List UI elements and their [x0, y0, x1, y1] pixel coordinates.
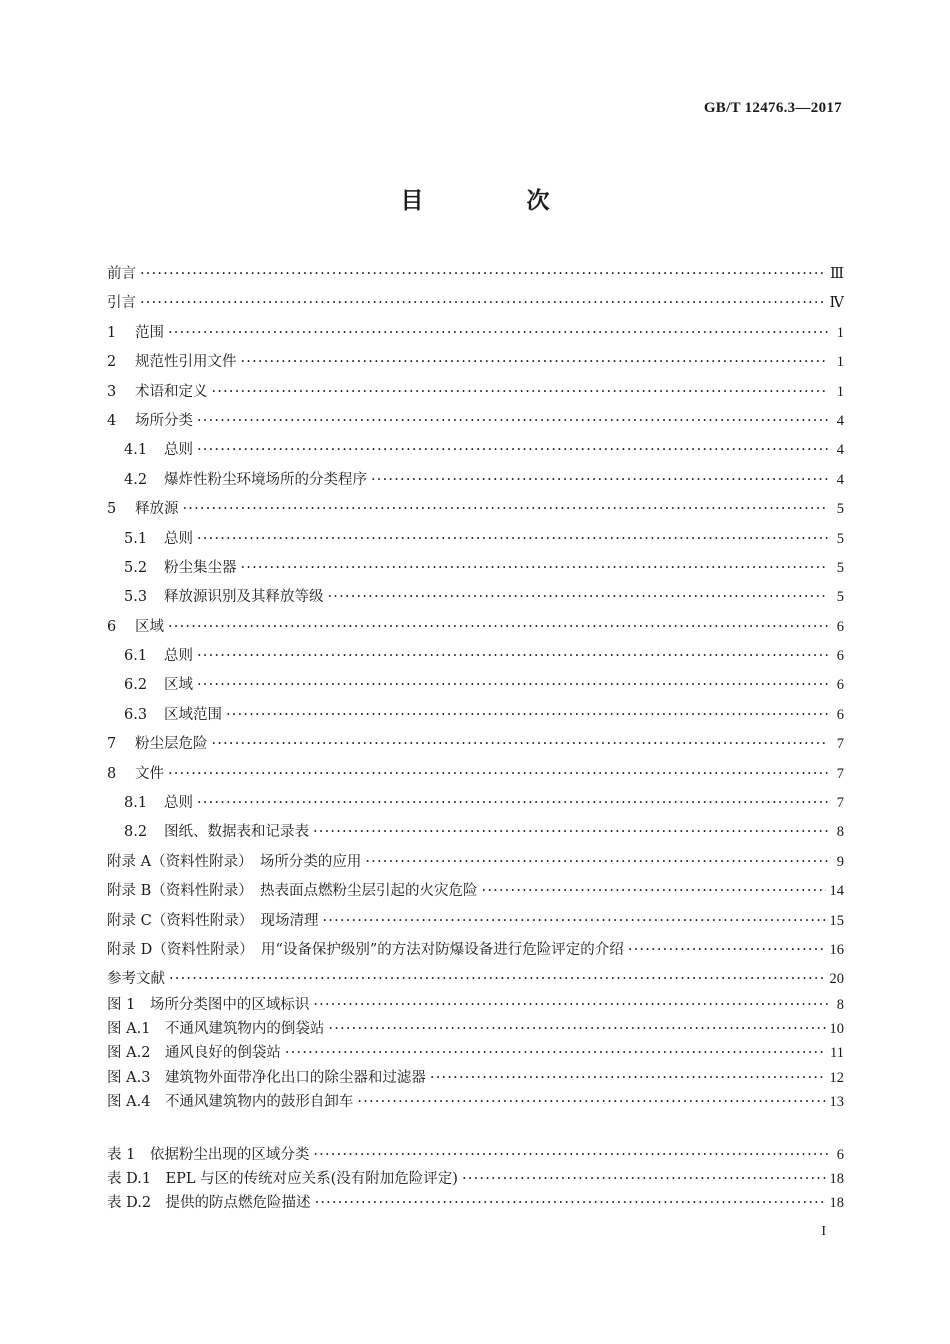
dot-leader [285, 1041, 826, 1065]
toc-entry[interactable] [107, 642, 844, 671]
toc-entry-page-number: 7 [836, 736, 844, 753]
dot-leader [313, 818, 828, 847]
toc-entry[interactable] [107, 877, 844, 906]
toc-entry-page-number: 6 [836, 1147, 844, 1163]
toc-entry-label: 表 D.2 提供的防点燃危险描述 [107, 1195, 311, 1212]
dot-leader [328, 1017, 825, 1041]
toc-entry-label: 区域范围 [164, 706, 222, 723]
toc-entry-label: 图 1 场所分类图中的区域标识 [107, 997, 310, 1013]
toc-entry-page-number: 9 [836, 853, 844, 870]
dot-leader [212, 730, 829, 759]
toc-entry[interactable] [107, 1167, 844, 1191]
toc-entry-label: 总则 [164, 530, 193, 547]
dot-leader [212, 378, 829, 407]
dot-leader [430, 1066, 826, 1090]
toc-entry[interactable] [107, 260, 844, 289]
toc-entry-number: 4.1 [124, 442, 148, 459]
dot-leader [197, 671, 828, 700]
toc-entry-page-number: 1 [836, 383, 844, 400]
toc-entry-number: 5.3 [124, 589, 148, 606]
toc-entry-label: 附录 D（资料性附录） 用“设备保护级别”的方法对防爆设备进行危险评定的介绍 [107, 941, 624, 958]
toc-entry-page-number: 18 [829, 1195, 844, 1212]
toc-entry-label: 区域 [164, 677, 193, 694]
toc-entry-page-number: 5 [836, 559, 844, 576]
toc-entry-label: 总则 [164, 795, 193, 812]
dot-leader [628, 936, 826, 965]
dot-leader [169, 965, 826, 994]
toc-entry[interactable] [107, 701, 844, 730]
toc-entry-page-number: 13 [829, 1093, 844, 1110]
toc-entry-page-number: 15 [829, 912, 844, 929]
toc-entry-number: 6.3 [124, 706, 148, 723]
toc-entry[interactable] [107, 848, 844, 877]
dot-leader [322, 907, 825, 936]
dot-leader [140, 260, 826, 289]
toc-entry-page-number: 1 [836, 324, 844, 341]
toc-entry-label: 文件 [135, 765, 164, 782]
toc-table-list [107, 1143, 844, 1216]
toc-entry-label: 附录 A（资料性附录） 场所分类的应用 [107, 853, 362, 870]
toc-entry-number: 5.2 [124, 559, 148, 576]
page-folio: I [821, 1224, 826, 1239]
toc-entry-label: 粉尘集尘器 [164, 559, 237, 576]
toc-entry[interactable] [107, 554, 844, 583]
toc-entry-page-number: 14 [829, 883, 844, 900]
toc-entry-page-number: 5 [836, 501, 844, 518]
toc-entry-label: 场所分类 [135, 412, 193, 429]
toc-entry[interactable] [107, 671, 844, 700]
toc-entry-page-number: 6 [836, 618, 844, 635]
toc-entry-page-number: Ⅲ [830, 266, 844, 282]
toc-entry[interactable] [107, 583, 844, 612]
toc-entry-page-number: 5 [836, 589, 844, 606]
toc-entry-label: 图纸、数据表和记录表 [164, 824, 309, 841]
toc-entry-page-number: 18 [829, 1171, 844, 1188]
toc-entry-page-number: 12 [829, 1069, 844, 1086]
toc-entry[interactable] [107, 348, 844, 377]
toc-entry-label: 参考文献 [107, 971, 165, 988]
dot-leader [462, 1167, 826, 1191]
toc-entry-label: 附录 C（资料性附录） 现场清理 [107, 912, 319, 929]
dot-leader [357, 1090, 825, 1114]
toc-entry-number: 6 [107, 618, 117, 635]
dot-leader [313, 1143, 828, 1167]
toc-entry-label: 前言 [107, 266, 136, 282]
toc-entry-number: 6.1 [124, 648, 148, 665]
toc-entry-number: 8.2 [124, 824, 148, 841]
dot-leader [328, 583, 829, 612]
toc-entry[interactable] [107, 1191, 844, 1215]
toc-entry-page-number: 20 [829, 971, 844, 988]
toc-entry[interactable] [107, 789, 844, 818]
toc-entry-label: 总则 [164, 442, 193, 459]
toc-entry-label: 范围 [135, 324, 164, 341]
toc-entry-page-number: 4 [836, 442, 844, 459]
dot-leader [197, 642, 828, 671]
toc-entry-page-number: 10 [829, 1021, 844, 1038]
toc-entry-page-number: 6 [836, 706, 844, 723]
toc-entry[interactable] [107, 407, 844, 436]
toc-entry-number: 5 [107, 501, 117, 518]
toc-entry[interactable] [107, 993, 844, 1017]
toc-entry[interactable] [107, 495, 844, 524]
page-title: 目 次 [400, 187, 590, 214]
toc-entry-page-number: 7 [836, 795, 844, 812]
dot-leader [365, 848, 828, 877]
dot-leader [183, 495, 829, 524]
toc-entry-page-number: 8 [836, 824, 844, 841]
toc-entry-page-number: 6 [836, 677, 844, 694]
toc-entry-label: 图 A.1 不通风建筑物内的倒袋站 [107, 1021, 325, 1038]
dot-leader [168, 319, 828, 348]
toc-entry[interactable] [107, 818, 844, 847]
toc-entry[interactable] [107, 436, 844, 465]
dot-leader [313, 993, 828, 1017]
toc-entry[interactable] [107, 965, 844, 994]
toc-entry-number: 4.2 [124, 471, 148, 488]
dot-leader [226, 701, 828, 730]
toc-entry-label: 规范性引用文件 [135, 354, 237, 371]
dot-leader [197, 525, 828, 554]
toc-main-entries [107, 260, 844, 995]
toc-entry-page-number: 16 [829, 941, 844, 958]
toc-entry[interactable] [107, 466, 844, 495]
dot-leader [168, 760, 828, 789]
toc-entry-page-number: Ⅳ [829, 295, 844, 312]
toc-entry-label: 总则 [164, 648, 193, 665]
toc-entry-page-number: 5 [836, 530, 844, 547]
toc-entry[interactable] [107, 1017, 844, 1041]
toc-entry[interactable] [107, 907, 844, 936]
toc-entry-page-number: 4 [836, 471, 844, 488]
toc-entry-page-number: 6 [836, 648, 844, 665]
toc-entry-label: 粉尘层危险 [135, 736, 208, 753]
toc-entry-label: 区域 [135, 618, 164, 635]
toc-entry-label: 释放源 [135, 501, 179, 518]
toc-entry-number: 3 [107, 383, 117, 400]
toc-entry-number: 2 [107, 354, 117, 371]
toc-entry[interactable] [107, 730, 844, 759]
toc-entry[interactable] [107, 525, 844, 554]
toc-entry-page-number: 11 [830, 1045, 844, 1062]
toc-entry-number: 4 [107, 412, 117, 429]
toc-entry-number: 5.1 [124, 530, 148, 547]
dot-leader [482, 877, 826, 906]
dot-leader [241, 348, 829, 377]
toc-entry[interactable] [107, 1090, 844, 1114]
dot-leader [197, 789, 828, 818]
toc-entry-page-number: 1 [836, 354, 844, 371]
dot-leader [371, 466, 828, 495]
toc-entry-label: 爆炸性粉尘环境场所的分类程序 [164, 471, 367, 488]
toc-entry-label: 术语和定义 [135, 383, 208, 400]
toc-entry[interactable] [107, 1143, 844, 1167]
toc-entry-label: 图 A.4 不通风建筑物内的鼓形自卸车 [107, 1093, 354, 1110]
toc-entry[interactable] [107, 319, 844, 348]
standard-number: GB/T 12476.3—2017 [703, 100, 842, 116]
toc-entry-label: 表 1 依据粉尘出现的区域分类 [107, 1147, 310, 1163]
toc-entry-label: 表 D.1 EPL 与区的传统对应关系(没有附加危险评定) [107, 1171, 458, 1188]
toc-entry[interactable] [107, 760, 844, 789]
toc-entry[interactable] [107, 289, 844, 318]
toc-entry-page-number: 8 [836, 997, 844, 1013]
toc-figure-list [107, 993, 844, 1114]
toc-entry-page-number: 4 [836, 412, 844, 429]
dot-leader [168, 613, 828, 642]
toc-entry-label: 图 A.3 建筑物外面带净化出口的除尘器和过滤器 [107, 1069, 426, 1086]
toc-entry-label: 图 A.2 通风良好的倒袋站 [107, 1045, 281, 1062]
toc-entry-number: 8.1 [124, 795, 148, 812]
dot-leader [315, 1191, 826, 1215]
dot-leader [140, 289, 826, 318]
toc-entry-number: 6.2 [124, 677, 148, 694]
toc-entry[interactable] [107, 1066, 844, 1090]
toc-entry-label: 附录 B（资料性附录） 热表面点燃粉尘层引起的火灾危险 [107, 883, 478, 900]
toc-entry[interactable] [107, 613, 844, 642]
toc-entry-label: 引言 [107, 295, 136, 312]
dot-leader [197, 436, 828, 465]
dot-leader [241, 554, 829, 583]
toc-entry[interactable] [107, 1041, 844, 1065]
toc-entry[interactable] [107, 378, 844, 407]
toc-entry-label: 释放源识别及其释放等级 [164, 589, 324, 606]
dot-leader [197, 407, 828, 436]
toc-entry-number: 8 [107, 765, 117, 782]
toc-entry-number: 7 [107, 736, 117, 753]
toc-entry[interactable] [107, 936, 844, 965]
toc-entry-number: 1 [107, 324, 117, 341]
toc-entry-page-number: 7 [836, 765, 844, 782]
